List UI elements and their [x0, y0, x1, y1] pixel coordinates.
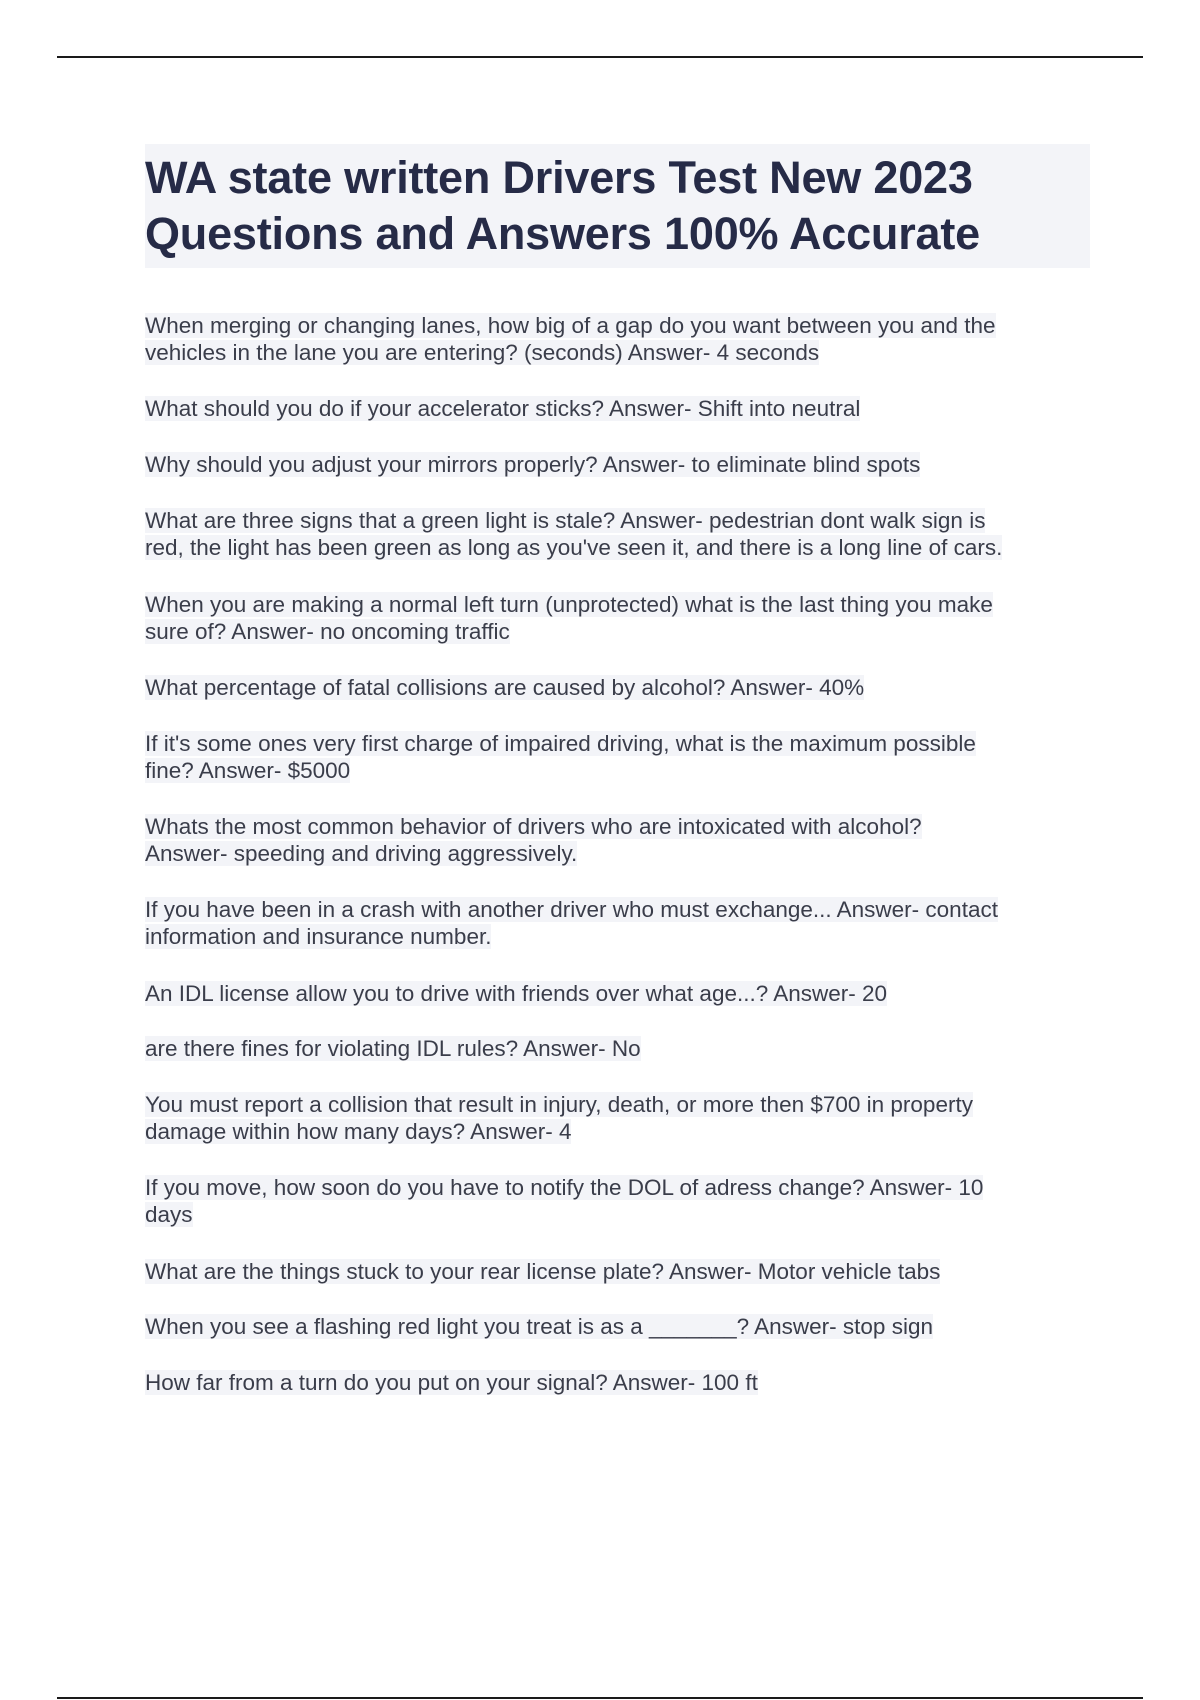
qa-item	[145, 813, 922, 867]
qa-text-line: damage within how many days? Answer- 4	[145, 1119, 572, 1144]
qa-item	[145, 451, 920, 478]
qa-text-line: What are the things stuck to your rear license plate? Answer- Motor vehicle tabs	[145, 1259, 941, 1284]
qa-item	[145, 980, 887, 1007]
qa-text-line: Whats the most common behavior of drivers who are intoxicated with alcohol?	[145, 814, 922, 839]
qa-item	[145, 1174, 983, 1228]
title-line-1: WA state written Drivers Test New 2023	[145, 152, 973, 203]
qa-item	[145, 1313, 933, 1340]
qa-item	[145, 1258, 940, 1285]
qa-text-line: When you are making a normal left turn (unprotected) what is the last thing you make	[145, 592, 993, 617]
qa-text-line: An IDL license allow you to drive with friends over what age...? Answer- 20	[145, 981, 888, 1006]
qa-text-line: What are three signs that a green light is stale? Answer- pedestrian dont walk sign is	[145, 508, 986, 533]
qa-item	[145, 674, 864, 701]
qa-text-line: vehicles in the lane you are entering? (seconds) Answer- 4 seconds	[145, 340, 820, 365]
qa-text-line: You must report a collision that result in injury, death, or more then $700 in property	[145, 1092, 973, 1117]
qa-text-line: Answer- speeding and driving aggressively.	[145, 841, 578, 866]
top-rule	[57, 56, 1143, 58]
qa-item	[145, 507, 1002, 561]
qa-item	[145, 730, 976, 784]
bottom-rule	[57, 1697, 1143, 1699]
qa-text-line: What should you do if your accelerator sticks? Answer- Shift into neutral	[145, 396, 861, 421]
qa-text-line: If you have been in a crash with another driver who must exchange... Answer- contact	[145, 897, 998, 922]
qa-item	[145, 896, 998, 950]
qa-item	[145, 1091, 973, 1145]
qa-text-line: How far from a turn do you put on your signal? Answer- 100 ft	[145, 1370, 758, 1395]
qa-text-line: When you see a flashing red light you treat is as a _______? Answer- stop sign	[145, 1314, 933, 1339]
qa-text-line: fine? Answer- $5000	[145, 758, 351, 783]
qa-text-line: If it's some ones very first charge of impaired driving, what is the maximum possible	[145, 731, 976, 756]
qa-text-line: What percentage of fatal collisions are caused by alcohol? Answer- 40%	[145, 675, 865, 700]
title-line-2: Questions and Answers 100% Accurate	[145, 208, 980, 259]
qa-text-line: When merging or changing lanes, how big of a gap do you want between you and the	[145, 313, 996, 338]
qa-item	[145, 1035, 641, 1062]
qa-text-line: If you move, how soon do you have to notify the DOL of adress change? Answer- 10	[145, 1175, 984, 1200]
qa-item	[145, 591, 993, 645]
qa-item	[145, 312, 996, 366]
qa-item	[145, 1369, 758, 1396]
qa-text-line: red, the light has been green as long as you've seen it, and there is a long line of cars.	[145, 535, 1003, 560]
qa-text-line: Why should you adjust your mirrors properly? Answer- to eliminate blind spots	[145, 452, 921, 477]
qa-text-line: are there fines for violating IDL rules? Answer- No	[145, 1036, 641, 1061]
qa-text-line: information and insurance number.	[145, 924, 492, 949]
document-title	[145, 144, 1090, 268]
qa-text-line: sure of? Answer- no oncoming traffic	[145, 619, 510, 644]
qa-item	[145, 395, 860, 422]
qa-text-line: days	[145, 1202, 193, 1227]
